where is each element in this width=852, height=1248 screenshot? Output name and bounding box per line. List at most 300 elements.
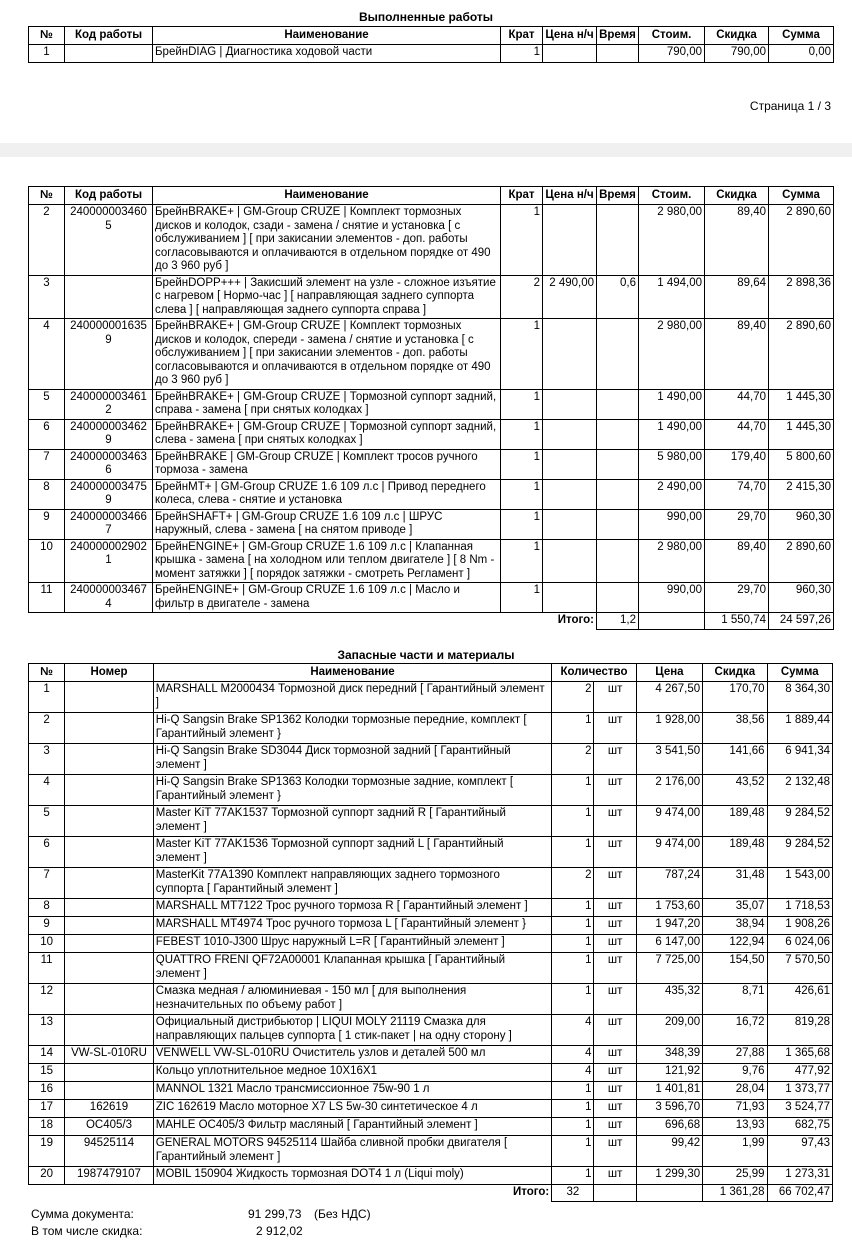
part-discount: 16,72 xyxy=(703,1015,767,1046)
work-krat: 1 xyxy=(501,319,543,390)
part-discount: 38,94 xyxy=(703,917,767,935)
part-price: 9 474,00 xyxy=(636,837,702,868)
discount-label: В том числе скидка: xyxy=(31,1224,143,1238)
row-number: 6 xyxy=(29,837,65,868)
work-sum: 1 445,30 xyxy=(769,389,834,419)
part-quantity: 1 xyxy=(552,1082,594,1100)
part-unit: шт xyxy=(594,744,636,775)
part-row xyxy=(29,1136,833,1167)
part-name: Кольцо уплотнительное медное 10X16X1 xyxy=(153,1064,551,1082)
part-discount: 43,52 xyxy=(703,775,767,806)
works-header-row xyxy=(29,187,834,205)
part-quantity: 1 xyxy=(552,917,594,935)
row-number: 15 xyxy=(29,1064,65,1082)
page-number: Страница 1 / 3 xyxy=(749,99,831,113)
part-discount: 154,50 xyxy=(703,953,767,984)
part-price: 1 928,00 xyxy=(636,713,702,744)
part-price: 787,24 xyxy=(636,868,702,899)
part-row xyxy=(29,868,833,899)
works-header-row xyxy=(29,27,834,45)
part-row xyxy=(29,837,833,868)
column-header: Время xyxy=(597,187,639,205)
row-number: 9 xyxy=(29,509,65,539)
part-discount: 71,93 xyxy=(703,1100,767,1118)
part-price: 348,39 xyxy=(636,1046,702,1064)
column-header: Скидка xyxy=(703,664,767,682)
work-discount: 179,40 xyxy=(705,449,769,479)
column-header: Номер xyxy=(65,664,154,682)
row-number: 6 xyxy=(29,419,65,449)
part-sum: 426,61 xyxy=(767,984,832,1015)
work-cost: 2 490,00 xyxy=(639,479,705,509)
part-discount: 28,04 xyxy=(703,1082,767,1100)
row-number: 2 xyxy=(29,713,65,744)
row-number: 12 xyxy=(29,984,65,1015)
row-number: 7 xyxy=(29,868,65,899)
column-header: Цена н/ч xyxy=(543,187,597,205)
part-unit: шт xyxy=(594,899,636,917)
column-header: Скидка xyxy=(705,187,769,205)
part-row xyxy=(29,1046,833,1064)
part-quantity: 4 xyxy=(552,1064,594,1082)
part-name: Смазка медная / алюминиевая - 150 мл [ для выполнения незначительных по объему работ ] xyxy=(153,984,551,1015)
part-quantity: 1 xyxy=(552,1118,594,1136)
part-unit: шт xyxy=(594,806,636,837)
column-header: Стоим. xyxy=(639,187,705,205)
works-total-sum: 24 597,26 xyxy=(769,613,834,630)
work-code: 240000003466 7 xyxy=(65,509,153,539)
part-price: 2 176,00 xyxy=(636,775,702,806)
work-name: БрейнBRAKE | GM-Group CRUZE | Комплект тросов ручного тормоза - замена xyxy=(153,449,501,479)
work-name: БрейнBRAKE+ | GM-Group CRUZE | Комплект тормозных дисков и колодок, сзади - замена / снятие и установка [ с обслуживанием ] [ при закисании элементов - доп. работы согласовываются и оплачиваются в отдельном порядке от 490 до 3 960 руб ] xyxy=(153,205,501,276)
part-sum: 6 024,06 xyxy=(767,935,832,953)
work-name: БрейнMT+ | GM-Group CRUZE 1.6 109 л.с | Привод переднего колеса, слева - снятие и установка xyxy=(153,479,501,509)
part-row xyxy=(29,1118,833,1136)
work-code xyxy=(65,275,153,319)
parts-total-qty: 32 xyxy=(552,1185,594,1202)
work-krat: 1 xyxy=(501,479,543,509)
part-row xyxy=(29,1167,833,1185)
part-discount: 1,99 xyxy=(703,1136,767,1167)
work-name: БрейнDOPP+++ | Закисший элемент на узле - сложное изъятие с нагревом [ Нормо-час ] [ направляющая заднего суппорта слева ] [ направляющая заднего суппорта справа ] xyxy=(153,275,501,319)
work-name: БрейнDIAG | Диагностика ходовой части xyxy=(153,45,501,63)
part-number: 94525114 xyxy=(65,1136,154,1167)
work-code: 240000003461 2 xyxy=(65,389,153,419)
part-quantity: 4 xyxy=(552,1015,594,1046)
part-name: MAHLE OC405/3 Фильтр масляный [ Гарантийный элемент ] xyxy=(153,1118,551,1136)
part-quantity: 1 xyxy=(552,984,594,1015)
part-unit: шт xyxy=(594,837,636,868)
works-total-discount: 1 550,74 xyxy=(705,613,769,630)
work-cost: 2 980,00 xyxy=(639,319,705,390)
work-sum: 5 800,60 xyxy=(769,449,834,479)
work-code: 240000003467 4 xyxy=(65,583,153,613)
row-number: 1 xyxy=(29,45,65,63)
row-number: 4 xyxy=(29,775,65,806)
work-row xyxy=(29,449,834,479)
work-name: БрейнENGINE+ | GM-Group CRUZE 1.6 109 л.с | Клапанная крышка - замена [ на холодном или теплом двигателе ] [ 8 Nm - момент затяжки ] [ порядок затяжки - смотреть Регламент ] xyxy=(153,539,501,583)
column-header: Крат xyxy=(501,27,543,45)
part-quantity: 4 xyxy=(552,1046,594,1064)
work-row xyxy=(29,319,834,390)
part-quantity: 1 xyxy=(552,899,594,917)
work-name: БрейнBRAKE+ | GM-Group CRUZE | Комплект тормозных дисков и колодок, спереди - замена / снятие и установка [ с обслуживанием ] [ при закисании элементов - доп. работы согласовываются и оплачиваются в отдельном порядке от 490 до 3 960 руб ] xyxy=(153,319,501,390)
parts-total-price xyxy=(636,1185,702,1202)
column-header: Наименование xyxy=(153,664,551,682)
column-header: Код работы xyxy=(65,27,153,45)
part-unit: шт xyxy=(594,1082,636,1100)
work-name: БрейнBRAKE+ | GM-Group CRUZE | Тормозной суппорт задний, справа - замена [ при снятых колодках ] xyxy=(153,389,501,419)
part-discount: 189,48 xyxy=(703,806,767,837)
work-row xyxy=(29,389,834,419)
work-cost: 990,00 xyxy=(639,583,705,613)
row-number: 10 xyxy=(29,539,65,583)
work-krat: 1 xyxy=(501,419,543,449)
work-sum: 2 890,60 xyxy=(769,319,834,390)
column-header: Количество xyxy=(552,664,637,682)
work-price-per-hour: 2 490,00 xyxy=(543,275,597,319)
column-header: № xyxy=(29,664,65,682)
works-table-page2 xyxy=(28,186,834,630)
part-discount: 31,48 xyxy=(703,868,767,899)
work-cost: 1 490,00 xyxy=(639,389,705,419)
parts-table xyxy=(28,663,833,1202)
row-number: 8 xyxy=(29,899,65,917)
part-discount: 35,07 xyxy=(703,899,767,917)
row-number: 9 xyxy=(29,917,65,935)
work-code: 240000003462 9 xyxy=(65,419,153,449)
column-header: Наименование xyxy=(153,187,501,205)
part-price: 1 299,30 xyxy=(636,1167,702,1185)
part-price: 1 947,20 xyxy=(636,917,702,935)
part-discount: 38,56 xyxy=(703,713,767,744)
part-discount: 8,71 xyxy=(703,984,767,1015)
part-number xyxy=(65,1082,154,1100)
works-total-label: Итого: xyxy=(557,614,594,626)
work-code: 240000003463 6 xyxy=(65,449,153,479)
work-time xyxy=(597,319,639,390)
part-name: ZIC 162619 Масло моторное X7 LS 5w-30 синтетическое 4 л xyxy=(153,1100,551,1118)
part-name: MARSHALL M2000434 Тормозной диск передний [ Гарантийный элемент ] xyxy=(153,682,551,713)
column-header: Сумма xyxy=(767,664,832,682)
work-price-per-hour xyxy=(543,205,597,276)
part-price: 7 725,00 xyxy=(636,953,702,984)
part-unit: шт xyxy=(594,1064,636,1082)
part-sum: 8 364,30 xyxy=(767,682,832,713)
part-quantity: 1 xyxy=(552,935,594,953)
work-cost: 790,00 xyxy=(639,45,705,63)
work-row xyxy=(29,45,834,63)
row-number: 17 xyxy=(29,1100,65,1118)
work-price-per-hour xyxy=(543,479,597,509)
works-total-time: 1,2 xyxy=(597,613,639,630)
part-sum: 1 373,77 xyxy=(767,1082,832,1100)
part-number: OC405/3 xyxy=(65,1118,154,1136)
column-header: Скидка xyxy=(705,27,769,45)
part-row xyxy=(29,806,833,837)
part-number xyxy=(65,868,154,899)
part-quantity: 2 xyxy=(552,868,594,899)
work-time xyxy=(597,205,639,276)
work-code xyxy=(65,45,153,63)
row-number: 5 xyxy=(29,806,65,837)
part-row xyxy=(29,984,833,1015)
work-row xyxy=(29,539,834,583)
work-cost: 5 980,00 xyxy=(639,449,705,479)
work-discount: 29,70 xyxy=(705,583,769,613)
part-quantity: 1 xyxy=(552,775,594,806)
row-number: 4 xyxy=(29,319,65,390)
parts-header-row xyxy=(29,664,833,682)
part-unit: шт xyxy=(594,775,636,806)
part-name: GENERAL MOTORS 94525114 Шайба сливной пробки двигателя [ Гарантийный элемент ] xyxy=(153,1136,551,1167)
part-sum: 1 543,00 xyxy=(767,868,832,899)
part-row xyxy=(29,1015,833,1046)
part-row xyxy=(29,935,833,953)
part-row xyxy=(29,1064,833,1082)
part-name: VENWELL VW-SL-010RU Очиститель узлов и деталей 500 мл xyxy=(153,1046,551,1064)
doc-sum-value: 91 299,73 xyxy=(248,1207,302,1221)
work-krat: 1 xyxy=(501,449,543,479)
work-row xyxy=(29,509,834,539)
part-name: MOBIL 150904 Жидкость тормозная DOT4 1 л (Liqui moly) xyxy=(153,1167,551,1185)
part-name: Hi-Q Sangsin Brake SP1362 Колодки тормозные передние, комплект [ Гарантийный элемент } xyxy=(153,713,551,744)
row-number: 20 xyxy=(29,1167,65,1185)
column-header: № xyxy=(29,27,65,45)
part-number: 1987479107 xyxy=(65,1167,154,1185)
column-header: Наименование xyxy=(153,27,501,45)
part-number xyxy=(65,984,154,1015)
work-price-per-hour xyxy=(543,449,597,479)
work-discount: 44,70 xyxy=(705,419,769,449)
part-name: Master KiT 77AK1536 Тормозной суппорт задний L [ Гарантийный элемент ] xyxy=(153,837,551,868)
part-number xyxy=(65,682,154,713)
part-price: 6 147,00 xyxy=(636,935,702,953)
work-code: 240000003460 5 xyxy=(65,205,153,276)
part-number xyxy=(65,713,154,744)
work-krat: 1 xyxy=(501,389,543,419)
work-row xyxy=(29,583,834,613)
part-number xyxy=(65,837,154,868)
work-krat: 1 xyxy=(501,45,543,63)
work-sum: 2 415,30 xyxy=(769,479,834,509)
row-number: 8 xyxy=(29,479,65,509)
part-discount: 189,48 xyxy=(703,837,767,868)
column-header: № xyxy=(29,187,65,205)
row-number: 19 xyxy=(29,1136,65,1167)
work-krat: 1 xyxy=(501,583,543,613)
part-sum: 9 284,52 xyxy=(767,806,832,837)
part-price: 696,68 xyxy=(636,1118,702,1136)
part-sum: 7 570,50 xyxy=(767,953,832,984)
part-name: MARSHALL MT7122 Трос ручного тормоза R [ Гарантийный элемент ] xyxy=(153,899,551,917)
part-name: Hi-Q Sangsin Brake SD3044 Диск тормозной задний [ Гарантийный элемент ] xyxy=(153,744,551,775)
parts-total-label: Итого: xyxy=(512,1186,550,1198)
part-number: 162619 xyxy=(65,1100,154,1118)
part-unit: шт xyxy=(594,953,636,984)
part-unit: шт xyxy=(594,868,636,899)
part-name: FEBEST 1010-J300 Шрус наружный L=R [ Гарантийный элемент ] xyxy=(153,935,551,953)
work-discount: 89,40 xyxy=(705,539,769,583)
column-header: Цена н/ч xyxy=(543,27,597,45)
part-quantity: 1 xyxy=(552,1167,594,1185)
work-price-per-hour xyxy=(543,319,597,390)
work-time xyxy=(597,539,639,583)
work-time: 0,6 xyxy=(597,275,639,319)
part-name: MARSHALL MT4974 Трос ручного тормоза L [ Гарантийный элемент } xyxy=(153,917,551,935)
work-sum: 960,30 xyxy=(769,509,834,539)
row-number: 3 xyxy=(29,744,65,775)
column-header: Стоим. xyxy=(639,27,705,45)
work-discount: 790,00 xyxy=(705,45,769,63)
part-unit: шт xyxy=(594,1100,636,1118)
row-number: 1 xyxy=(29,682,65,713)
column-header: Время xyxy=(597,27,639,45)
work-price-per-hour xyxy=(543,45,597,63)
row-number: 10 xyxy=(29,935,65,953)
part-unit: шт xyxy=(594,1118,636,1136)
work-row xyxy=(29,275,834,319)
part-sum: 819,28 xyxy=(767,1015,832,1046)
part-sum: 477,92 xyxy=(767,1064,832,1082)
part-unit: шт xyxy=(594,1136,636,1167)
part-sum: 1 718,53 xyxy=(767,899,832,917)
row-number: 2 xyxy=(29,205,65,276)
part-sum: 1 889,44 xyxy=(767,713,832,744)
part-sum: 2 132,48 xyxy=(767,775,832,806)
part-sum: 1 365,68 xyxy=(767,1046,832,1064)
row-number: 5 xyxy=(29,389,65,419)
part-discount: 25,99 xyxy=(703,1167,767,1185)
work-sum: 2 890,60 xyxy=(769,205,834,276)
part-row xyxy=(29,1100,833,1118)
part-discount: 170,70 xyxy=(703,682,767,713)
work-price-per-hour xyxy=(543,419,597,449)
row-number: 16 xyxy=(29,1082,65,1100)
work-name: БрейнENGINE+ | GM-Group CRUZE 1.6 109 л.с | Масло и фильтр в двигателе - замена xyxy=(153,583,501,613)
part-row xyxy=(29,953,833,984)
part-unit: шт xyxy=(594,935,636,953)
part-row xyxy=(29,899,833,917)
work-code: 240000002902 1 xyxy=(65,539,153,583)
row-number: 11 xyxy=(29,953,65,984)
parts-total-row xyxy=(29,1185,833,1202)
part-discount: 122,94 xyxy=(703,935,767,953)
part-price: 3 541,50 xyxy=(636,744,702,775)
row-number: 11 xyxy=(29,583,65,613)
part-price: 1 401,81 xyxy=(636,1082,702,1100)
work-krat: 1 xyxy=(501,509,543,539)
work-krat: 1 xyxy=(501,539,543,583)
part-quantity: 1 xyxy=(552,1136,594,1167)
part-number xyxy=(65,775,154,806)
row-number: 13 xyxy=(29,1015,65,1046)
part-discount: 141,66 xyxy=(703,744,767,775)
work-discount: 29,70 xyxy=(705,509,769,539)
part-price: 99,42 xyxy=(636,1136,702,1167)
work-time xyxy=(597,509,639,539)
part-name: Официальный дистрибьютор | LIQUI MOLY 21119 Смазка для направляющих пальцев суппорта [ 1 стик-пакет | на одну сторону ] xyxy=(153,1015,551,1046)
part-price: 209,00 xyxy=(636,1015,702,1046)
part-name: MasterKit 77A1390 Комплект направляющих заднего тормозного суппорта [ Гарантийный элемент ] xyxy=(153,868,551,899)
part-quantity: 1 xyxy=(552,1100,594,1118)
work-cost: 2 980,00 xyxy=(639,205,705,276)
part-name: MANNOL 1321 Масло трансмиссионное 75w-90 1 л xyxy=(153,1082,551,1100)
work-discount: 44,70 xyxy=(705,389,769,419)
part-sum: 3 524,77 xyxy=(767,1100,832,1118)
row-number: 18 xyxy=(29,1118,65,1136)
parts-total-sum: 66 702,47 xyxy=(767,1185,832,1202)
works-table-page1 xyxy=(28,26,834,63)
part-number xyxy=(65,744,154,775)
part-sum: 682,75 xyxy=(767,1118,832,1136)
work-cost: 1 490,00 xyxy=(639,419,705,449)
part-row xyxy=(29,744,833,775)
work-price-per-hour xyxy=(543,539,597,583)
part-quantity: 1 xyxy=(552,837,594,868)
works-total-cost xyxy=(639,613,705,630)
works-section-title: Выполненные работы xyxy=(358,10,494,24)
row-number: 3 xyxy=(29,275,65,319)
part-quantity: 1 xyxy=(552,806,594,837)
work-time xyxy=(597,583,639,613)
part-number xyxy=(65,1015,154,1046)
part-number xyxy=(65,806,154,837)
parts-total-unit xyxy=(594,1185,636,1202)
part-unit: шт xyxy=(594,1046,636,1064)
work-discount: 74,70 xyxy=(705,479,769,509)
part-unit: шт xyxy=(594,1015,636,1046)
part-price: 3 596,70 xyxy=(636,1100,702,1118)
part-sum: 97,43 xyxy=(767,1136,832,1167)
work-time xyxy=(597,45,639,63)
part-price: 4 267,50 xyxy=(636,682,702,713)
column-header: Сумма xyxy=(769,27,834,45)
row-number: 7 xyxy=(29,449,65,479)
part-unit: шт xyxy=(594,682,636,713)
column-header: Сумма xyxy=(769,187,834,205)
part-discount: 13,93 xyxy=(703,1118,767,1136)
part-number xyxy=(65,1064,154,1082)
work-row xyxy=(29,205,834,276)
work-name: БрейнBRAKE+ | GM-Group CRUZE | Тормозной суппорт задний, слева - замена [ при снятых колодках ] xyxy=(153,419,501,449)
part-sum: 9 284,52 xyxy=(767,837,832,868)
column-header: Код работы xyxy=(65,187,153,205)
work-code: 240000001635 9 xyxy=(65,319,153,390)
work-price-per-hour xyxy=(543,509,597,539)
work-row xyxy=(29,479,834,509)
works-total-row xyxy=(29,613,834,630)
work-time xyxy=(597,479,639,509)
work-name: БрейнSHAFT+ | GM-Group CRUZE 1.6 109 л.с | ШРУС наружный, слева - замена [ на снятом приводе ] xyxy=(153,509,501,539)
column-header: Крат xyxy=(501,187,543,205)
work-krat: 1 xyxy=(501,205,543,276)
part-row xyxy=(29,682,833,713)
part-row xyxy=(29,917,833,935)
part-number xyxy=(65,953,154,984)
work-code: 240000003475 9 xyxy=(65,479,153,509)
part-quantity: 1 xyxy=(552,713,594,744)
work-price-per-hour xyxy=(543,583,597,613)
part-name: Master KiT 77AK1537 Тормозной суппорт задний R [ Гарантийный элемент ] xyxy=(153,806,551,837)
doc-sum-note: (Без НДС) xyxy=(314,1207,371,1221)
discount-value: 2 912,02 xyxy=(256,1224,303,1238)
part-unit: шт xyxy=(594,917,636,935)
part-price: 9 474,00 xyxy=(636,806,702,837)
part-sum: 6 941,34 xyxy=(767,744,832,775)
part-name: QUATTRO FRENI QF72A00001 Клапанная крышка [ Гарантийный элемент ] xyxy=(153,953,551,984)
work-sum: 2 890,60 xyxy=(769,539,834,583)
